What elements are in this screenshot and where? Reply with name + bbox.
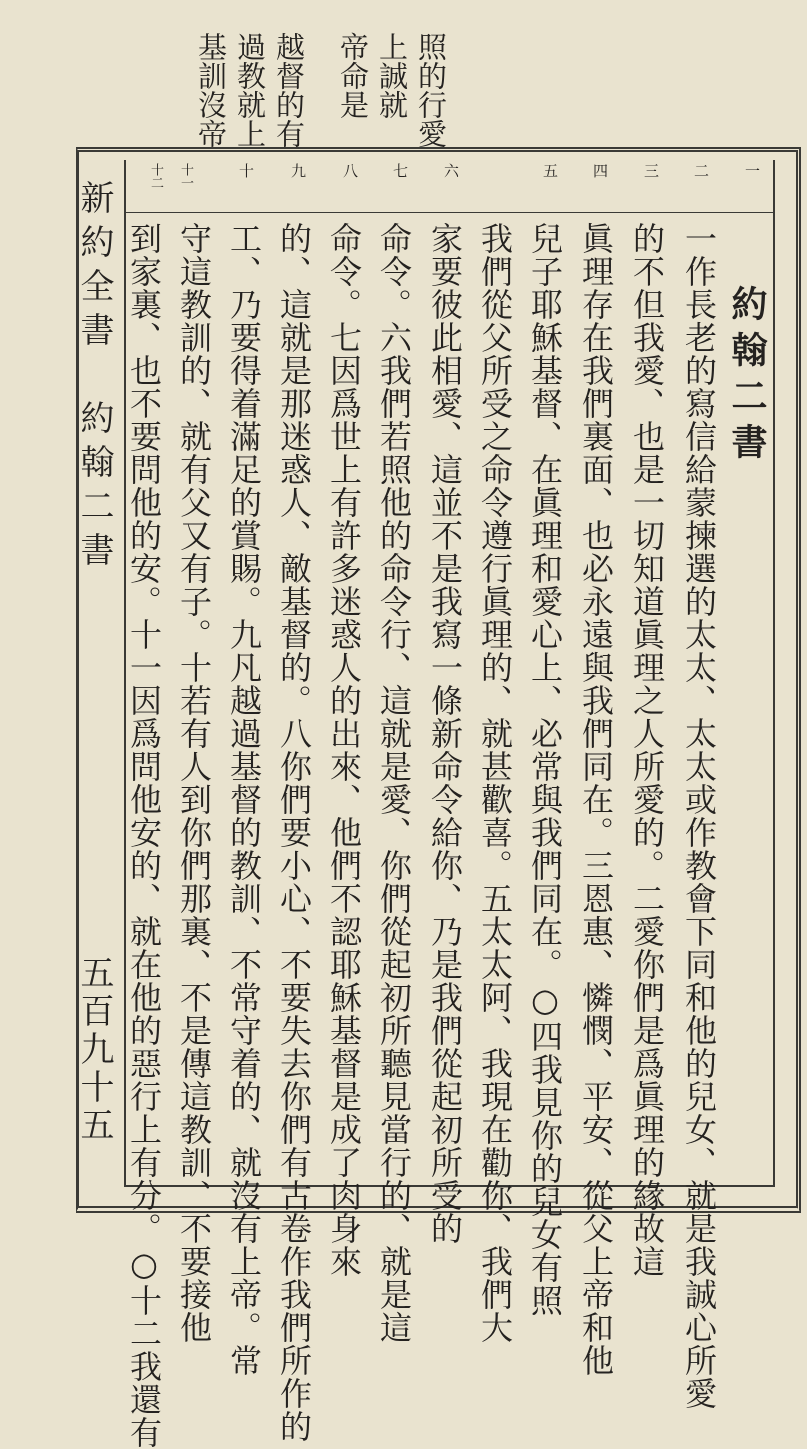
- text-column: 眞理存在我們裏面、也必永遠與我們同在。三恩惠、憐憫、平安、從父上帝和他: [577, 222, 615, 1377]
- verse-number: 二: [692, 163, 710, 178]
- verse-number-divider: [124, 212, 773, 213]
- summary-block: [158, 32, 448, 148]
- verse-number: 九: [289, 163, 307, 178]
- book-title: 約翰二書: [726, 285, 768, 469]
- verse-number: 十一: [178, 163, 193, 189]
- summary-line: 基訓沒帝: [194, 32, 228, 148]
- verse-number: 一: [743, 163, 761, 178]
- text-column: 的不但我愛、也是一切知道眞理之人所愛的。二愛你們是爲眞理的緣故這: [628, 222, 666, 1278]
- verse-number: 十: [237, 163, 255, 178]
- text-column: 工、乃要得着滿足的賞賜。九凡越過基督的教訓、不常守着的、就沒有上帝。常: [225, 222, 263, 1377]
- text-column: 守這教訓的、就有父又有子。十若有人到你們那裏、不是傳這教訓、不要接他: [175, 222, 213, 1344]
- summary-line: 帝命是: [336, 32, 370, 119]
- verse-number: 三: [642, 163, 660, 178]
- verse-number: 六: [442, 163, 460, 178]
- text-column: 兒子耶穌基督、在眞理和愛心上、必常與我們同在。○四我見你的兒女有照: [526, 222, 564, 1317]
- summary-gap: [311, 32, 331, 142]
- text-column: 我們從父所受之命令遵行眞理的、就甚歡喜。五太太阿、我現在勸你、我們大: [476, 222, 514, 1344]
- text-column: 家要彼此相愛、這並不是我寫一條新命令給你、乃是我們從起初所受的: [426, 222, 464, 1245]
- text-column: 到家裏、也不要問他的安。十一因爲問他安的、就在他的惡行上有分。○十二我還有: [125, 222, 163, 1449]
- verse-number: 四: [591, 163, 609, 178]
- text-column: 一作長老的寫信給蒙揀選的太太、太太或作教會下同和他的兒女、就是我誠心所愛: [680, 222, 718, 1410]
- text-column: 命令。六我們若照他的命令行、這就是愛、你們從起初所聽見當行的、就是這: [375, 222, 413, 1344]
- verse-number-row: [124, 163, 773, 209]
- running-title: 新約全書 約翰二書: [74, 180, 114, 576]
- verse-number: 十二: [148, 163, 163, 189]
- verse-number: 八: [341, 163, 359, 178]
- verse-number: 七: [391, 163, 409, 178]
- summary-line: 過教就上: [233, 32, 267, 148]
- text-column: 命令。七因爲世上有許多迷惑人的出來、他們不認耶穌基督是成了肉身來: [325, 222, 363, 1278]
- verse-number: 五: [541, 163, 559, 178]
- text-column: 的、這就是那迷惑人、敵基督的。八你們要小心、不要失去你們有古卷作我們所作的: [275, 222, 313, 1443]
- summary-line: 越督的有: [272, 32, 306, 148]
- summary-line: 上誠就: [375, 32, 409, 119]
- summary-line: 照的行愛: [414, 32, 448, 148]
- page-number: 五百九十五: [74, 955, 114, 1145]
